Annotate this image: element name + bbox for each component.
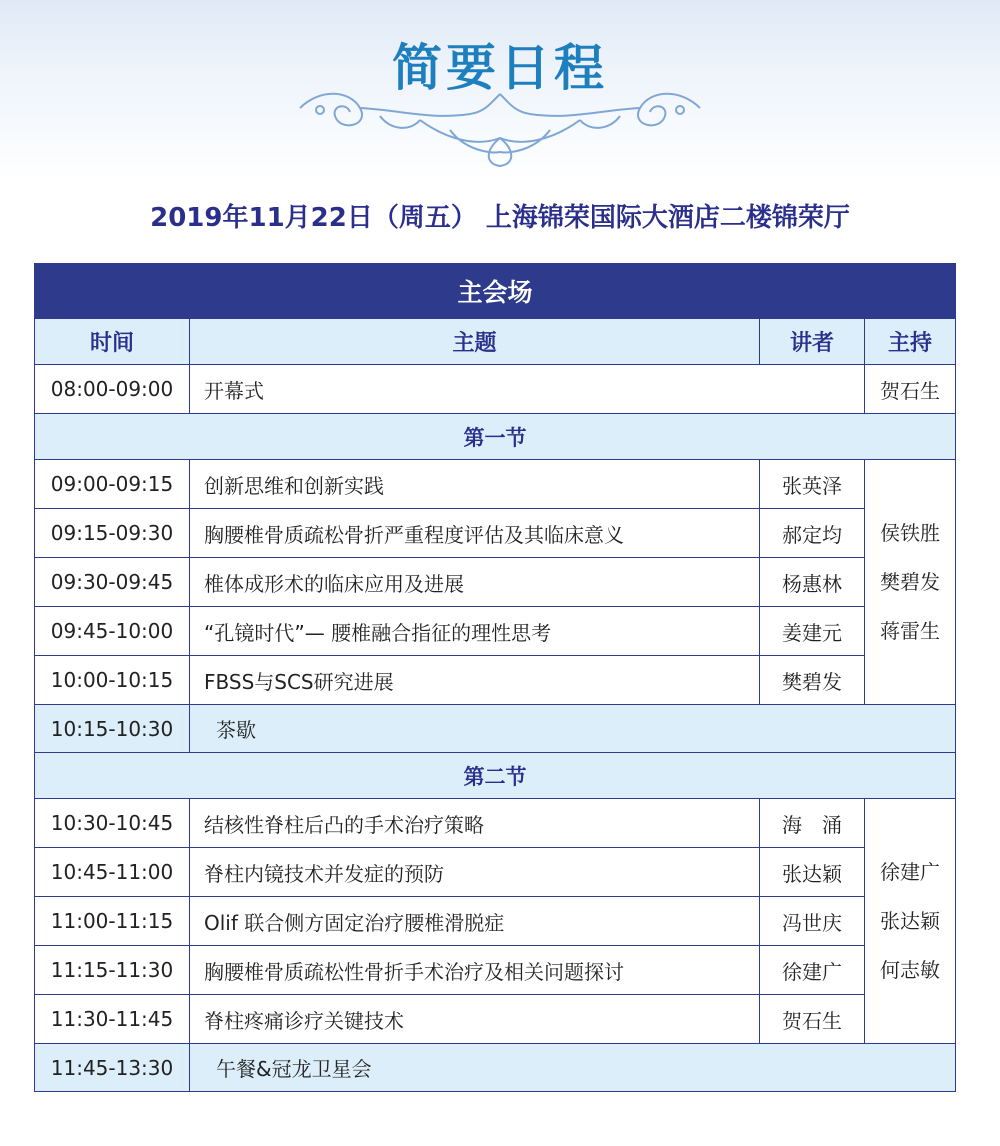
topic-cell: Olif 联合侧方固定治疗腰椎滑脱症 — [190, 897, 760, 946]
time-cell: 09:30-09:45 — [35, 558, 190, 607]
event-date-venue: 2019年11月22日（周五） 上海锦荣国际大酒店二楼锦荣厅 — [150, 203, 850, 233]
time-cell: 09:15-09:30 — [35, 509, 190, 558]
time-cell: 11:00-11:15 — [35, 897, 190, 946]
time-cell: 10:00-10:15 — [35, 656, 190, 705]
time-cell: 10:15-10:30 — [35, 705, 190, 753]
schedule-table — [34, 263, 956, 1092]
speaker-cell: 贺石生 — [760, 995, 865, 1044]
host-cell — [865, 460, 956, 705]
time-cell: 09:00-09:15 — [35, 460, 190, 509]
topic-cell: FBSS与SCS研究进展 — [190, 656, 760, 705]
time-cell: 11:45-13:30 — [35, 1044, 190, 1092]
table-row — [35, 558, 956, 607]
topic-cell: 开幕式 — [190, 365, 865, 414]
time-cell: 08:00-09:00 — [35, 365, 190, 414]
host-name: 何志敏 — [880, 957, 940, 982]
venue-header: 主会场 — [35, 264, 956, 319]
host-name: 侯铁胜 — [880, 520, 940, 545]
table-row — [35, 365, 956, 414]
table-row — [35, 656, 956, 705]
table-row — [35, 946, 956, 995]
topic-cell: 创新思维和创新实践 — [190, 460, 760, 509]
host-name: 樊碧发 — [880, 569, 940, 594]
table-row — [35, 897, 956, 946]
speaker-cell: 徐建广 — [760, 946, 865, 995]
time-cell: 10:45-11:00 — [35, 848, 190, 897]
speaker-cell: 杨惠林 — [760, 558, 865, 607]
column-header-time: 时间 — [35, 319, 190, 365]
table-row — [35, 1044, 956, 1092]
host-name: 蒋雷生 — [880, 618, 940, 643]
topic-cell: 茶歇 — [190, 705, 956, 753]
speaker-cell: 张英泽 — [760, 460, 865, 509]
page-title: 简要日程 — [392, 39, 608, 97]
table-row — [35, 799, 956, 848]
time-cell: 11:15-11:30 — [35, 946, 190, 995]
section-title: 第一节 — [35, 414, 956, 460]
flourish-ornament-icon — [280, 80, 720, 170]
topic-cell: 椎体成形术的临床应用及进展 — [190, 558, 760, 607]
table-row — [35, 848, 956, 897]
table-row — [35, 705, 956, 753]
speaker-cell: 海 涌 — [760, 799, 865, 848]
column-header-host: 主持 — [865, 319, 956, 365]
host-cell — [865, 799, 956, 1044]
time-cell: 10:30-10:45 — [35, 799, 190, 848]
speaker-cell: 郝定均 — [760, 509, 865, 558]
table-row — [35, 995, 956, 1044]
topic-cell: 脊柱疼痛诊疗关键技术 — [190, 995, 760, 1044]
speaker-cell: 冯世庆 — [760, 897, 865, 946]
speaker-cell: 姜建元 — [760, 607, 865, 656]
topic-cell: “孔镜时代”— 腰椎融合指征的理性思考 — [190, 607, 760, 656]
table-row — [35, 460, 956, 509]
column-header-topic: 主题 — [190, 319, 760, 365]
host-name: 张达颖 — [880, 908, 940, 933]
topic-cell: 脊柱内镜技术并发症的预防 — [190, 848, 760, 897]
topic-cell: 胸腰椎骨质疏松骨折严重程度评估及其临床意义 — [190, 509, 760, 558]
host-name: 徐建广 — [880, 859, 940, 884]
topic-cell: 胸腰椎骨质疏松性骨折手术治疗及相关问题探讨 — [190, 946, 760, 995]
column-header-speaker: 讲者 — [760, 319, 865, 365]
time-cell: 09:45-10:00 — [35, 607, 190, 656]
host-cell: 贺石生 — [865, 365, 956, 414]
table-row — [35, 509, 956, 558]
speaker-cell: 樊碧发 — [760, 656, 865, 705]
topic-cell: 结核性脊柱后凸的手术治疗策略 — [190, 799, 760, 848]
section-title: 第二节 — [35, 753, 956, 799]
time-cell: 11:30-11:45 — [35, 995, 190, 1044]
topic-cell: 午餐&冠龙卫星会 — [190, 1044, 956, 1092]
speaker-cell: 张达颖 — [760, 848, 865, 897]
table-row — [35, 607, 956, 656]
